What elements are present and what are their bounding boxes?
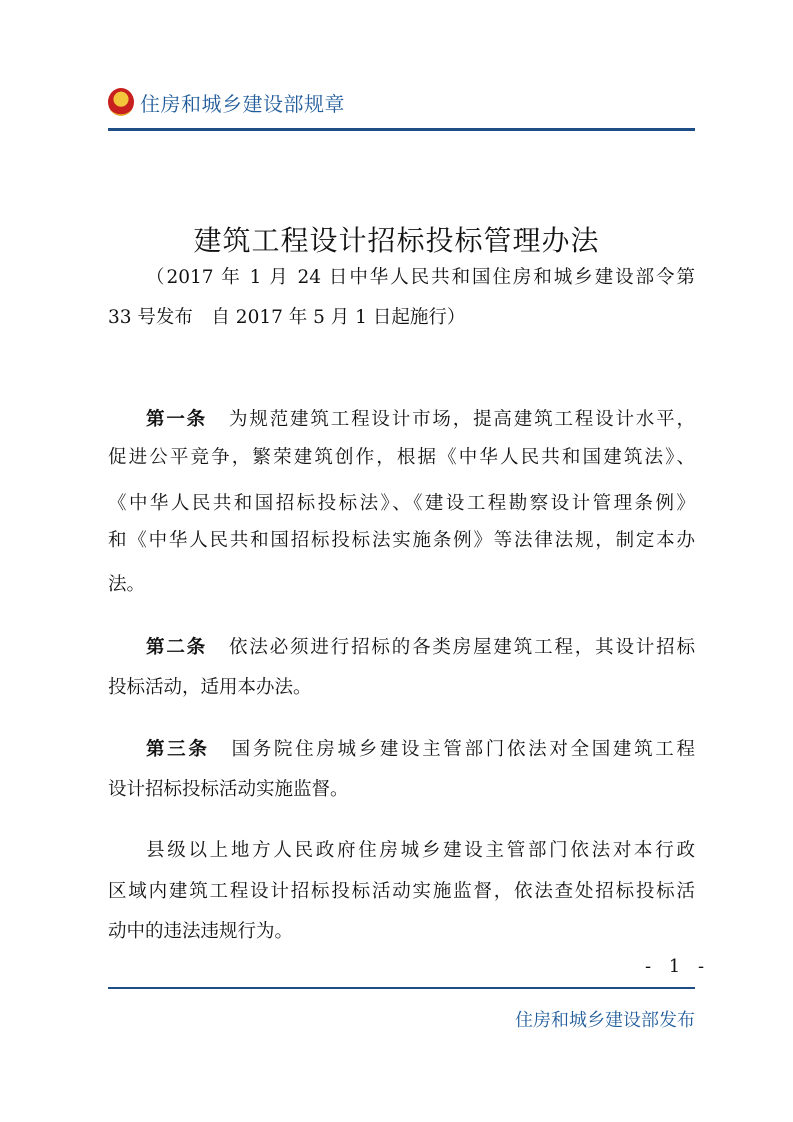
paragraph-line: 区域内建筑工程设计招标投标活动实施监督，依法查处招标投标活 — [108, 881, 695, 902]
document-title: 建筑工程设计招标投标管理办法 — [193, 224, 600, 257]
footer-publisher: 住房和城乡建设部发布 — [515, 1010, 695, 1031]
article-1-line: 法。 — [108, 574, 146, 595]
page-number: - 1 - — [645, 956, 711, 977]
article-1-line — [146, 408, 695, 432]
paragraph-line: 动中的违法违规行为。 — [108, 921, 294, 942]
article-label: 第三条 — [146, 739, 210, 760]
subtitle-line: 33 号发布 自 2017 年 5 月 1 日起施行） — [108, 307, 466, 328]
footer-divider — [108, 987, 695, 989]
paragraph-line: 县级以上地方人民政府住房城乡建设主管部门依法对本行政 — [146, 840, 695, 861]
header-title: 住房和城乡建设部规章 — [140, 91, 345, 116]
article-1-line: 和《中华人民共和国招标投标法实施条例》等法律法规，制定本办 — [108, 530, 695, 551]
page-header — [108, 86, 345, 118]
header-divider — [108, 128, 695, 131]
article-label: 第一条 — [146, 409, 208, 430]
article-3-line: 设计招标投标活动实施监督。 — [108, 779, 349, 800]
national-emblem-icon — [108, 88, 134, 116]
article-2-line: 投标活动，适用本办法。 — [108, 677, 312, 698]
article-1-line: 《中华人民共和国招标投标法》、《建设工程勘察设计管理条例》 — [108, 493, 695, 514]
article-1-line: 促进公平竞争，繁荣建筑创作，根据《中华人民共和国建筑法》、 — [108, 447, 695, 468]
article-text: 依法必须进行招标的各类房屋建筑工程，其设计招标 — [229, 637, 695, 658]
article-3-line — [146, 738, 695, 762]
article-text: 国务院住房城乡建设主管部门依法对全国建筑工程 — [231, 739, 695, 760]
article-label: 第二条 — [146, 637, 208, 658]
article-text: 为规范建筑工程设计市场，提高建筑工程设计水平， — [229, 409, 695, 430]
article-2-line — [146, 636, 695, 660]
subtitle-line: （2017 年 1 月 24 日中华人民共和国住房和城乡建设部令第 — [146, 267, 695, 288]
